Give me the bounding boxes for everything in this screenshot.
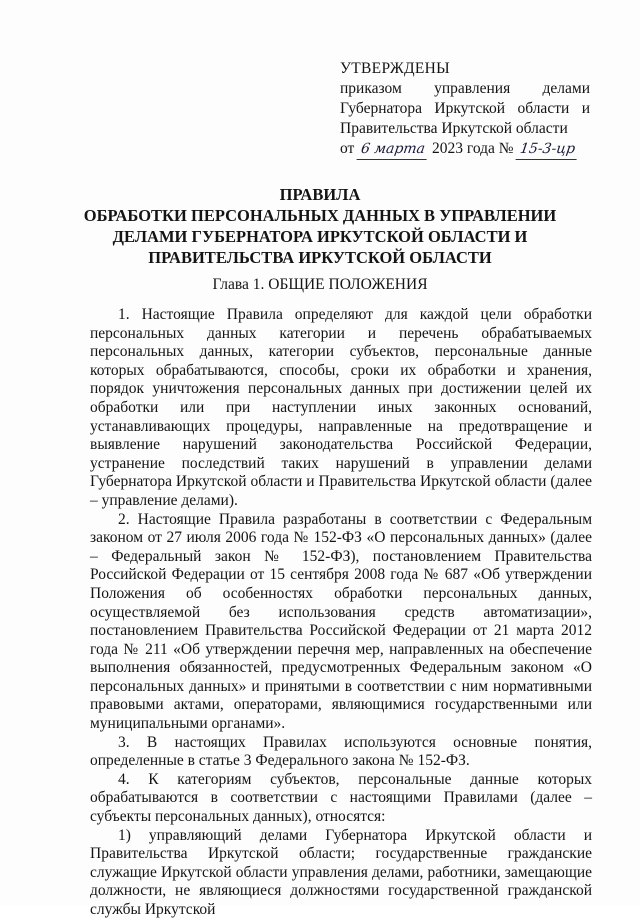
title-line: ПРАВИЛА <box>279 185 361 204</box>
date-year: 2023 года № <box>431 140 514 157</box>
title-line: ОБРАБОТКИ ПЕРСОНАЛЬНЫХ ДАННЫХ В УПРАВЛЕНИИ <box>83 206 557 225</box>
title-line: ПРАВИТЕЛЬСТВА ИРКУТСКОЙ ОБЛАСТИ <box>148 248 492 267</box>
approval-line: Правительства Иркутской области <box>340 120 568 137</box>
approval-date-line <box>340 139 590 160</box>
paragraph: 4. К категориям субъектов, персональные данные которых обрабатываются в соответствии с настоящими Правилами (далее – субъекты персональных данных), относятся: <box>90 770 592 826</box>
paragraph: 2. Настоящие Правила разработаны в соответствии с Федеральным законом от 27 июля 2006 года № 152-ФЗ «О персональных данных» (далее – Федеральный закон № 152-ФЗ), постановлением Правительства Российской Федерации от 15 сентября 2008 года № 687 «Об утверждении Положения об особенностях обработки персональных данных, осуществляемой без использования средств автоматизации», постановлением Правительства Российской Федерации от 21 марта 2012 года № 211 «Об утверждении перечня мер, направленных на обеспечение выполнения обязанностей, предусмотренных Федеральным законом «О персональных данных» и принятыми в соответствии с ним нормативными правовыми актами, операторами, являющимися государственными или муниципальными органами». <box>90 510 592 733</box>
paragraph: 1. Настоящие Правила определяют для каждой цели обработки персональных данных категории и перечень обрабатываемых персональных данных, категории субъектов, персональные данные которых обрабатываются, способы, сроки их обработки и хранения, порядок уничтожения персональных данных при достижении целей их обработки или при наступлении иных законных оснований, устанавливающих процедуры, направленные на предотвращение и выявление нарушений законодательства Российской Федерации, устранение последствий таких нарушений в управлении делами Губернатора Иркутской области и Правительства Иркутской области (далее – управление делами). <box>90 306 592 509</box>
approval-line: Губернатора Иркутской области и <box>340 100 590 117</box>
document-body <box>90 306 592 920</box>
approval-line: приказом управления делами <box>340 80 590 97</box>
handwritten-number: 15-3-цр <box>516 139 580 160</box>
title-line: ДЕЛАМИ ГУБЕРНАТОРА ИРКУТСКОЙ ОБЛАСТИ И <box>112 227 528 246</box>
approval-heading: УТВЕРЖДЕНЫ <box>340 60 450 77</box>
handwritten-date: 6 марта <box>357 139 430 160</box>
paragraph: 1) управляющий делами Губернатора Иркутской области и Правительства Иркутской области; государственные гражданские служащие Иркутской области управления делами, работники, замещающие должности, не являющиеся должностями государственной гражданской службы Иркутской <box>90 826 592 918</box>
date-prefix: от <box>340 140 355 157</box>
approval-stamp-block <box>340 59 590 160</box>
paragraph: 3. В настоящих Правилах используются основные понятия, определенные в статье 3 Федерального закона № 152-ФЗ. <box>90 733 592 770</box>
document-title <box>60 184 580 268</box>
chapter-heading: Глава 1. ОБЩИЕ ПОЛОЖЕНИЯ <box>212 276 428 293</box>
